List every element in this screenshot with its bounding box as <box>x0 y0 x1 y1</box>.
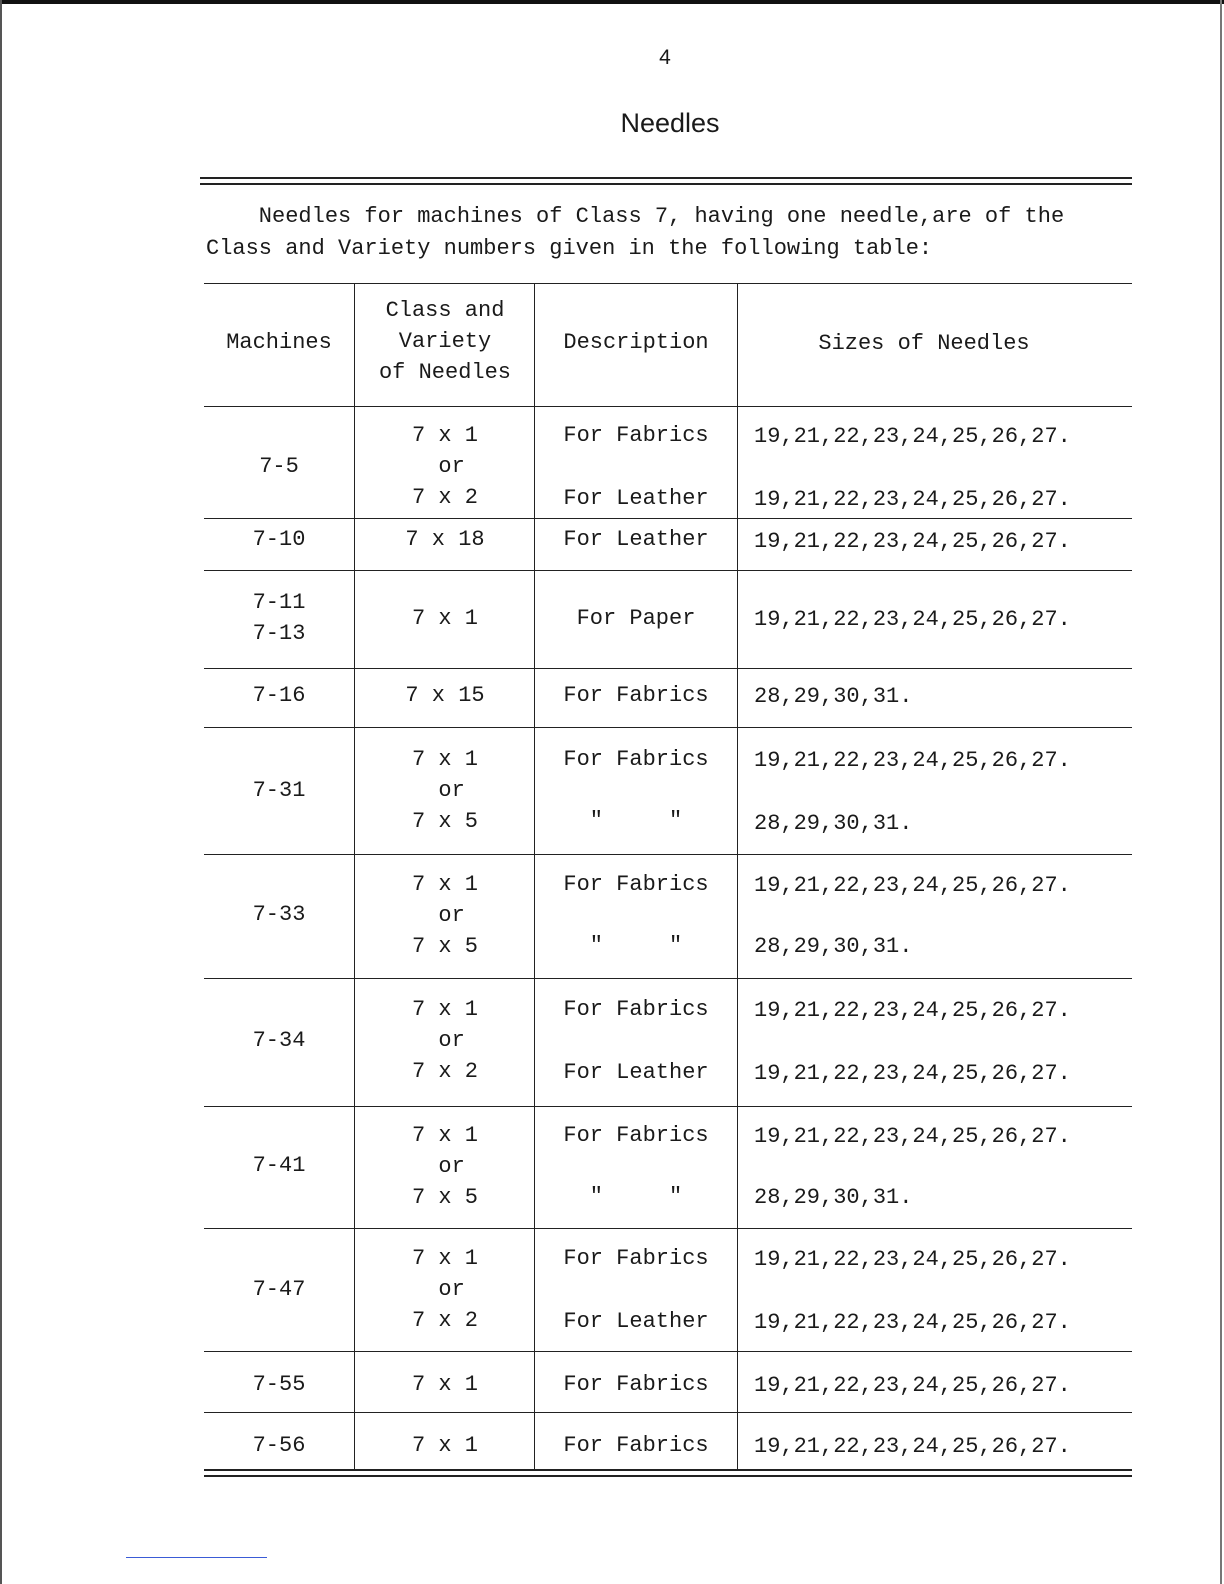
machines-cell: 7-47 <box>252 1277 306 1302</box>
row-divider <box>204 1228 1132 1229</box>
table-bottom-rule-1 <box>204 1469 1132 1471</box>
sizes-cell: 28,29,30,31. <box>754 934 913 959</box>
description-cell: For Leather <box>563 1309 709 1334</box>
page-top-edge <box>0 0 1224 4</box>
sizes-cell: 19,21,22,23,24,25,26,27. <box>754 487 1071 512</box>
header-machines-label: Machines <box>226 330 332 355</box>
class-variety-cell: 7 x 1 <box>411 1372 478 1397</box>
column-divider <box>534 283 535 1469</box>
description-cell: For Fabrics <box>563 423 709 448</box>
machines-cell: 7-11 7-13 <box>252 590 306 646</box>
table-top-rule <box>204 283 1132 284</box>
class-variety-cell: 7 x 1 or 7 x 5 <box>411 747 478 834</box>
header-class-line2: Variety <box>398 329 492 354</box>
sizes-cell: 19,21,22,23,24,25,26,27. <box>754 1434 1071 1459</box>
column-divider <box>737 283 738 1469</box>
sizes-cell: 19,21,22,23,24,25,26,27. <box>754 424 1071 449</box>
row-divider <box>204 1412 1132 1413</box>
row-divider <box>204 668 1132 669</box>
rule-top-2 <box>200 183 1132 185</box>
page-right-edge <box>1220 0 1222 1584</box>
header-bottom-rule <box>204 406 1132 407</box>
sizes-cell: 19,21,22,23,24,25,26,27. <box>754 748 1071 773</box>
row-divider <box>204 1106 1132 1107</box>
machines-cell: 7-56 <box>252 1433 306 1458</box>
description-cell: " " <box>589 1184 683 1209</box>
row-divider <box>204 727 1132 728</box>
header-class-line3: of Needles <box>378 360 512 385</box>
rule-top-1 <box>200 177 1132 179</box>
description-cell: For Fabrics <box>563 683 709 708</box>
class-variety-cell: 7 x 1 <box>411 1433 478 1458</box>
intro-paragraph <box>206 201 1136 265</box>
machines-cell: 7-41 <box>252 1153 306 1178</box>
header-class-variety <box>356 295 534 388</box>
class-variety-cell: 7 x 1 or 7 x 5 <box>411 1123 478 1210</box>
intro-line-2: Class and Variety numbers given in the following table: <box>206 236 933 261</box>
page-left-edge <box>0 0 2 1584</box>
description-cell: " " <box>589 808 683 833</box>
header-class-line1: Class and <box>385 298 505 323</box>
machines-cell: 7-10 <box>252 527 306 552</box>
row-divider <box>204 978 1132 979</box>
class-variety-cell: 7 x 1 <box>411 606 478 631</box>
sizes-cell: 19,21,22,23,24,25,26,27. <box>754 1061 1071 1086</box>
description-cell: For Fabrics <box>563 747 709 772</box>
row-divider <box>204 570 1132 571</box>
class-variety-cell: 7 x 15 <box>405 683 485 708</box>
class-variety-cell: 7 x 1 or 7 x 5 <box>411 872 478 959</box>
description-cell: For Leather <box>563 527 709 552</box>
description-cell: For Fabrics <box>563 872 709 897</box>
class-variety-cell: 7 x 18 <box>405 527 485 552</box>
header-description-label: Description <box>563 330 709 355</box>
page-title: Needles <box>620 108 720 138</box>
row-divider <box>204 854 1132 855</box>
description-cell: For Leather <box>563 486 709 511</box>
description-cell: For Fabrics <box>563 1433 709 1458</box>
description-cell: " " <box>589 933 683 958</box>
class-variety-cell: 7 x 1 or 7 x 2 <box>411 1246 478 1333</box>
sizes-cell: 28,29,30,31. <box>754 1185 913 1210</box>
description-cell: For Fabrics <box>563 1372 709 1397</box>
sizes-cell: 19,21,22,23,24,25,26,27. <box>754 607 1071 632</box>
description-cell: For Leather <box>563 1060 709 1085</box>
sizes-cell: 19,21,22,23,24,25,26,27. <box>754 1373 1071 1398</box>
machines-cell: 7-5 <box>259 454 299 479</box>
header-description <box>536 327 736 358</box>
sizes-cell: 19,21,22,23,24,25,26,27. <box>754 998 1071 1023</box>
sizes-cell: 19,21,22,23,24,25,26,27. <box>754 1247 1071 1272</box>
class-variety-cell: 7 x 1 or 7 x 2 <box>411 423 478 510</box>
class-variety-cell: 7 x 1 or 7 x 2 <box>411 997 478 1084</box>
column-divider <box>354 283 355 1469</box>
machines-cell: 7-31 <box>252 778 306 803</box>
description-cell: For Paper <box>576 606 696 631</box>
sizes-cell: 19,21,22,23,24,25,26,27. <box>754 1310 1071 1335</box>
description-cell: For Fabrics <box>563 1123 709 1148</box>
footer-underline <box>126 1557 267 1558</box>
machines-cell: 7-16 <box>252 683 306 708</box>
page-number: 4 <box>659 46 671 69</box>
description-cell: For Fabrics <box>563 997 709 1022</box>
sizes-cell: 19,21,22,23,24,25,26,27. <box>754 529 1071 554</box>
row-divider <box>204 518 1132 519</box>
sizes-cell: 28,29,30,31. <box>754 684 913 709</box>
machines-cell: 7-33 <box>252 902 306 927</box>
row-divider <box>204 1351 1132 1352</box>
sizes-cell: 28,29,30,31. <box>754 811 913 836</box>
header-sizes <box>740 328 1108 359</box>
header-sizes-label: Sizes of Needles <box>818 331 1030 356</box>
table-bottom-rule-2 <box>204 1475 1132 1477</box>
header-machines <box>204 327 354 358</box>
description-cell: For Fabrics <box>563 1246 709 1271</box>
sizes-cell: 19,21,22,23,24,25,26,27. <box>754 1124 1071 1149</box>
intro-line-1: Needles for machines of Class 7, having one needle,are of the <box>206 204 1065 229</box>
machines-cell: 7-34 <box>252 1028 306 1053</box>
machines-cell: 7-55 <box>252 1372 306 1397</box>
sizes-cell: 19,21,22,23,24,25,26,27. <box>754 873 1071 898</box>
